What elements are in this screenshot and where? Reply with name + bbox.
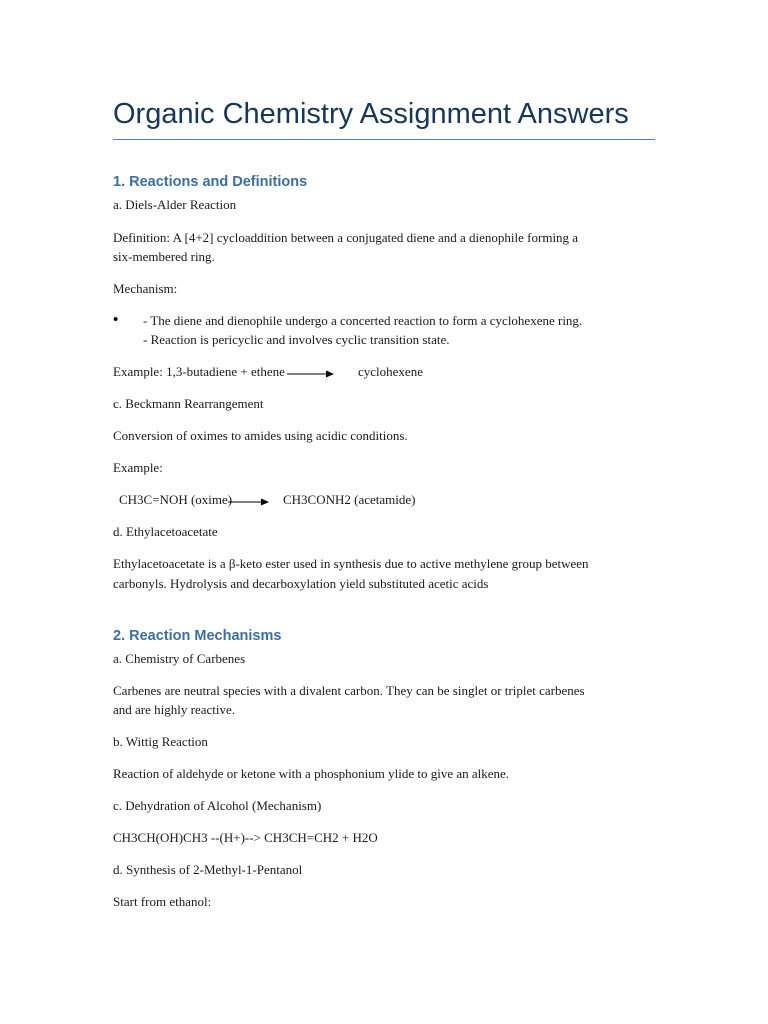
- ethylacetoacetate-title: d. Ethylacetoacetate: [113, 524, 218, 539]
- carbenes-description-line-1: Carbenes are neutral species with a divalent carbon. They can be singlet or triplet carbenes: [113, 683, 585, 698]
- beckmann-example-reactant: CH3C=NOH (oxime): [119, 492, 233, 507]
- ethylacetoacetate-description-line-2: carbonyls. Hydrolysis and decarboxylation yield substituted acetic acids: [113, 576, 489, 591]
- mechanism-point-2: - Reaction is pericyclic and involves cyclic transition state.: [143, 332, 450, 347]
- beckmann-title: c. Beckmann Rearrangement: [113, 396, 264, 411]
- bullet-marker: •: [113, 311, 119, 328]
- beckmann-example-product: CH3CONH2 (acetamide): [283, 492, 416, 507]
- diels-alder-definition-line-1: Definition: A [4+2] cycloaddition between a conjugated diene and a dienophile forming a: [113, 230, 579, 245]
- reaction-arrow: [227, 496, 271, 508]
- reaction-arrow: [286, 368, 336, 380]
- wittig-description: Reaction of aldehyde or ketone with a phosphonium ylide to give an alkene.: [113, 766, 510, 781]
- wittig-title: b. Wittig Reaction: [113, 734, 208, 749]
- section-1-heading: 1. Reactions and Definitions: [113, 174, 308, 190]
- synthesis-title: d. Synthesis of 2-Methyl-1-Pentanol: [113, 862, 303, 877]
- carbenes-title: a. Chemistry of Carbenes: [113, 651, 246, 666]
- document-title: Organic Chemistry Assignment Answers: [113, 98, 629, 130]
- mechanism-label: Mechanism:: [113, 281, 178, 296]
- title-underline: [113, 139, 655, 140]
- dehydration-title: c. Dehydration of Alcohol (Mechanism): [113, 798, 322, 813]
- synthesis-start: Start from ethanol:: [113, 894, 212, 909]
- beckmann-description: Conversion of oximes to amides using acidic conditions.: [113, 428, 408, 443]
- diels-alder-title: a. Diels-Alder Reaction: [113, 197, 237, 212]
- diels-alder-example-product: cyclohexene: [358, 364, 423, 379]
- dehydration-equation: CH3CH(OH)CH3 --(H+)--> CH3CH=CH2 + H2O: [113, 830, 378, 845]
- diels-alder-example-reactants: Example: 1,3-butadiene + ethene: [113, 364, 285, 379]
- carbenes-description-line-2: and are highly reactive.: [113, 702, 235, 717]
- section-2-heading: 2. Reaction Mechanisms: [113, 628, 282, 644]
- diels-alder-definition-line-2: six-membered ring.: [113, 249, 215, 264]
- beckmann-example-label: Example:: [113, 460, 163, 475]
- ethylacetoacetate-description-line-1: Ethylacetoacetate is a β-keto ester used in synthesis due to active methylene group between: [113, 556, 589, 571]
- mechanism-point-1: - The diene and dienophile undergo a concerted reaction to form a cyclohexene ring.: [143, 313, 583, 328]
